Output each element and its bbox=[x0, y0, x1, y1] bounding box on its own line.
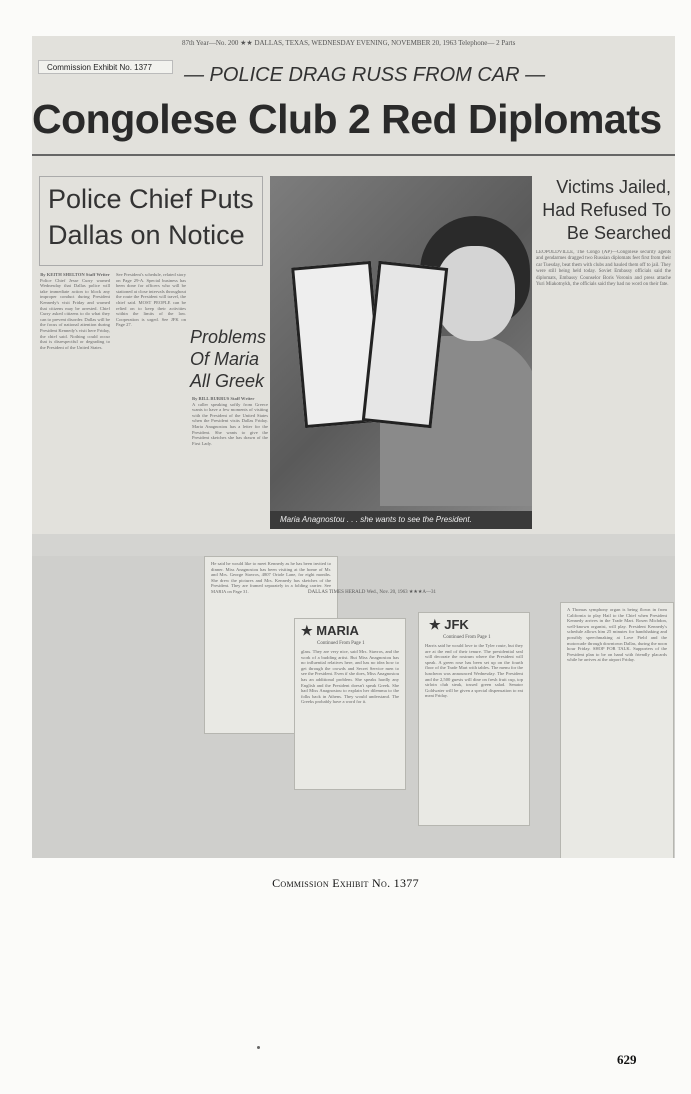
photo-caption: Maria Anagnostou . . . she wants to see the President. bbox=[270, 511, 532, 529]
schedule-column: See President's schedule, related story on Page 29-A. Special business has been done for officers who will be stationed at close intervals throughout the route the President will travel, the chief said. MOST PEOPLE can be relied on to keep their activities within the limits of the law. Cooperation is urged. See JFK on Page 27. bbox=[116, 272, 186, 328]
police-chief-byline: By KEITH SHELTON Staff Writer bbox=[40, 272, 110, 277]
kicker-headline: — POLICE DRAG RUSS FROM CAR — bbox=[184, 64, 546, 86]
banner-headline: Congolese Club 2 Red Diplomats bbox=[32, 96, 662, 142]
maria-continued-label: Continued From Page 1 bbox=[317, 641, 365, 646]
top-newspaper-clipping bbox=[32, 36, 675, 534]
woman-face bbox=[435, 246, 515, 341]
maria-heading: ★ MARIA bbox=[301, 623, 359, 638]
police-chief-headline: Police Chief Puts Dallas on Notice bbox=[39, 176, 263, 266]
police-chief-body: Police Chief Jesse Curry warned Wednesday that Dallas police will take immediate action to block any improper conduct during President Kennedy's visit Friday and warned that citizens may be arrested. Chief Curry asked citizens to do what they can to prevent disorder. Dallas will be the focus of national attention during President Kennedy's visit here Friday, the chief said. Nothing could occur that is disrespectful or degrading to the President of the United States. bbox=[40, 277, 110, 350]
maria-greek-body: A caller speaking softly from Greece wants to have a few moments of visiting with the President of the United States when the President visits Dallas Friday. Maria Anagnostou has a letter for the President. She wants to give the President sketches she has drawn of the First Lady. bbox=[192, 401, 268, 446]
jfk-continuation-text: Harris said he would love to the Tyler route, but they are at the end of their tenure. The presidential seal will decorate the rostrum where the President will speak. A green rose has been set up on the fourth floor of the Trade Mart with tables. The menu for the luncheon was announced Wednesday. The President and the 2,500 guests will dine on fresh fruit cup, top sirloin club steak, tossed green salad. Senator Goldwater will be given a special dispensation to eat meat Friday. bbox=[425, 643, 523, 699]
newspaper-masthead: 87th Year—No. 200 ★★ DALLAS, TEXAS, WEDNESDAY EVENING, NOVEMBER 20, 1963 Telephone— 2 Parts bbox=[182, 39, 516, 47]
jfk-heading: ★ JFK bbox=[429, 617, 469, 632]
page-caption: Commission Exhibit No. 1377 bbox=[272, 876, 419, 890]
jfk-continuation bbox=[418, 612, 530, 826]
maria-greek-story bbox=[192, 396, 268, 530]
right-column-sheet bbox=[560, 602, 674, 858]
speck bbox=[257, 1046, 260, 1049]
continuation-left-text: He said he would like to meet Kennedy as he has been invited to dinner. Miss Anagnostou has been visiting at the home of Mr. and Mrs. George Stavros, 4807 Oriole Lane, for eight months. She drew the pictures and Mrs. Kennedy has sketches of the President. They are framed separately in a folding carrier. See MARIA on Page 31. bbox=[211, 561, 331, 594]
maria-continuation-text: glass. They are very nice, said Mrs. Stavros, and the work of a budding artist. But Miss Anagnostou has no influential relatives here, and has no idea how to get through the crowds and Secret Service men to see the President. Even if she does, Miss Anagnostou has an additional problem. She speaks hardly any English and the President doesn't speak Greek. She had Miss Anagnostou to explain her dilemma to the folks back in Athens. They would understand. The Greeks probably have a word for it. bbox=[301, 649, 399, 705]
news-photo bbox=[270, 176, 532, 529]
rule-divider bbox=[32, 154, 675, 156]
maria-greek-byline: By BILL BURRUS Staff Writer bbox=[192, 396, 255, 401]
maria-greek-headline: Problems Of Maria All Greek bbox=[190, 327, 267, 391]
page-number: 629 bbox=[617, 1052, 637, 1067]
right-column-text: A Thomas symphony organ is being flown in from California to play Hail to the Chief when President Kennedy arrives in the Trade Mart. Rosen Michdon, well-known organist, will play. President Kennedy's schedule allows him 25 minutes for handshaking and possibly speechmaking at Love Field and the motorcade through downtown Dallas, during the noon hour Friday. SHOP FOR TALK. Supporters of the President plan to be on hand with friendly placards while he arrives at the airport Friday. bbox=[567, 607, 667, 663]
exhibit-label: Commission Exhibit No. 1377 bbox=[38, 60, 173, 74]
scanned-exhibit bbox=[32, 36, 675, 858]
jfk-continued-label: Continued From Page 1 bbox=[443, 635, 491, 640]
police-chief-story bbox=[40, 272, 110, 530]
bottom-newspaper-clipping bbox=[32, 556, 675, 858]
dateline: DALLAS TIMES HERALD Wed., Nov. 20, 1963 ★★★A—31 bbox=[308, 590, 436, 595]
maria-continuation bbox=[294, 618, 406, 790]
victims-jailed-story: LEOPOLDVILLE, The Congo (AP)—Congolese security agents and gendarmes dragged two Russian diplomats feet first from their car Tuesday, beat them with clubs and hauled them off to jail. They were still being held today. Soviet Embassy officials said the diplomats, Embassy Counselor Boris Voronin and press attache Yuri Miakotnykh, the officials said they had no word on their fate. bbox=[536, 250, 671, 288]
victims-jailed-headline: Victims Jailed, Had Refused To Be Searched bbox=[542, 177, 671, 243]
